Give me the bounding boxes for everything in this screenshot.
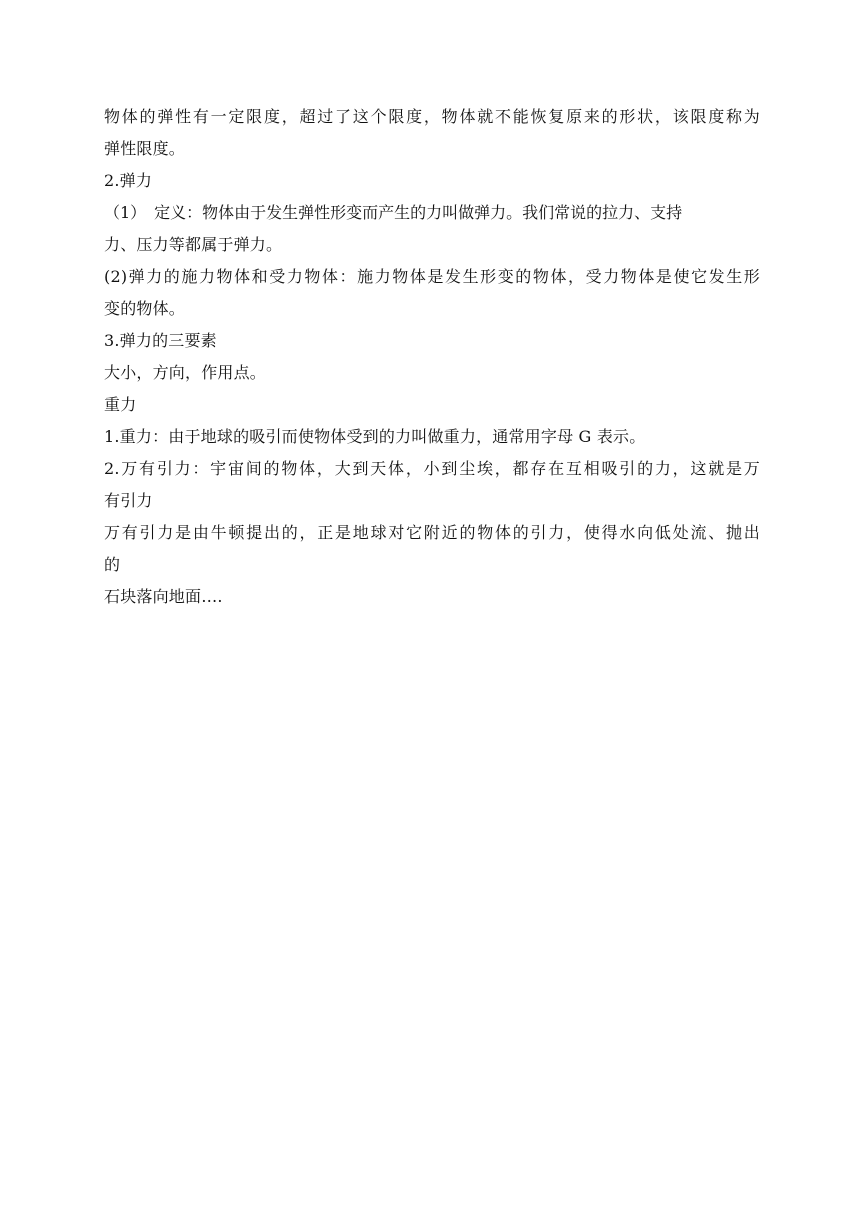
definition-elastic-force-line-1: （1） 定义：物体由于发生弹性形变而产生的力叫做弹力。我们常说的拉力、支持 — [104, 203, 683, 222]
paragraph-gravity-definition: 1.重力：由于地球的吸引而使物体受到的力叫做重力，通常用字母 G 表示。 — [104, 427, 646, 446]
heading-elastic-force: 2.弹力 — [104, 171, 153, 190]
document-body — [104, 101, 760, 613]
text-three-elements: 大小，方向，作用点。 — [104, 363, 267, 382]
paragraph-newton-line-3: 石块落向地面…. — [104, 587, 223, 606]
definition-elastic-force-line-2: 力、压力等都属于弹力。 — [104, 235, 283, 254]
paragraph-universal-gravitation-line-2: 有引力 — [104, 491, 153, 510]
heading-gravity: 重力 — [104, 395, 137, 414]
paragraph-elasticity-limit-line-1: 物体的弹性有一定限度，超过了这个限度，物体就不能恢复原来的形状，该限度称为 — [104, 107, 760, 126]
paragraph-newton-line-2: 的 — [104, 555, 121, 574]
paragraph-universal-gravitation-line-1: 2.万有引力：宇宙间的物体，大到天体，小到尘埃，都存在互相吸引的力，这就是万 — [104, 459, 760, 478]
paragraph-force-objects-line-1: (2)弹力的施力物体和受力物体：施力物体是发生形变的物体，受力物体是使它发生形 — [104, 267, 760, 286]
paragraph-elasticity-limit-line-2: 弹性限度。 — [104, 139, 186, 158]
paragraph-newton-line-1: 万有引力是由牛顿提出的，正是地球对它附近的物体的引力，使得水向低处流、抛出 — [104, 523, 760, 542]
paragraph-force-objects-line-2: 变的物体。 — [104, 299, 186, 318]
heading-three-elements: 3.弹力的三要素 — [104, 331, 217, 350]
